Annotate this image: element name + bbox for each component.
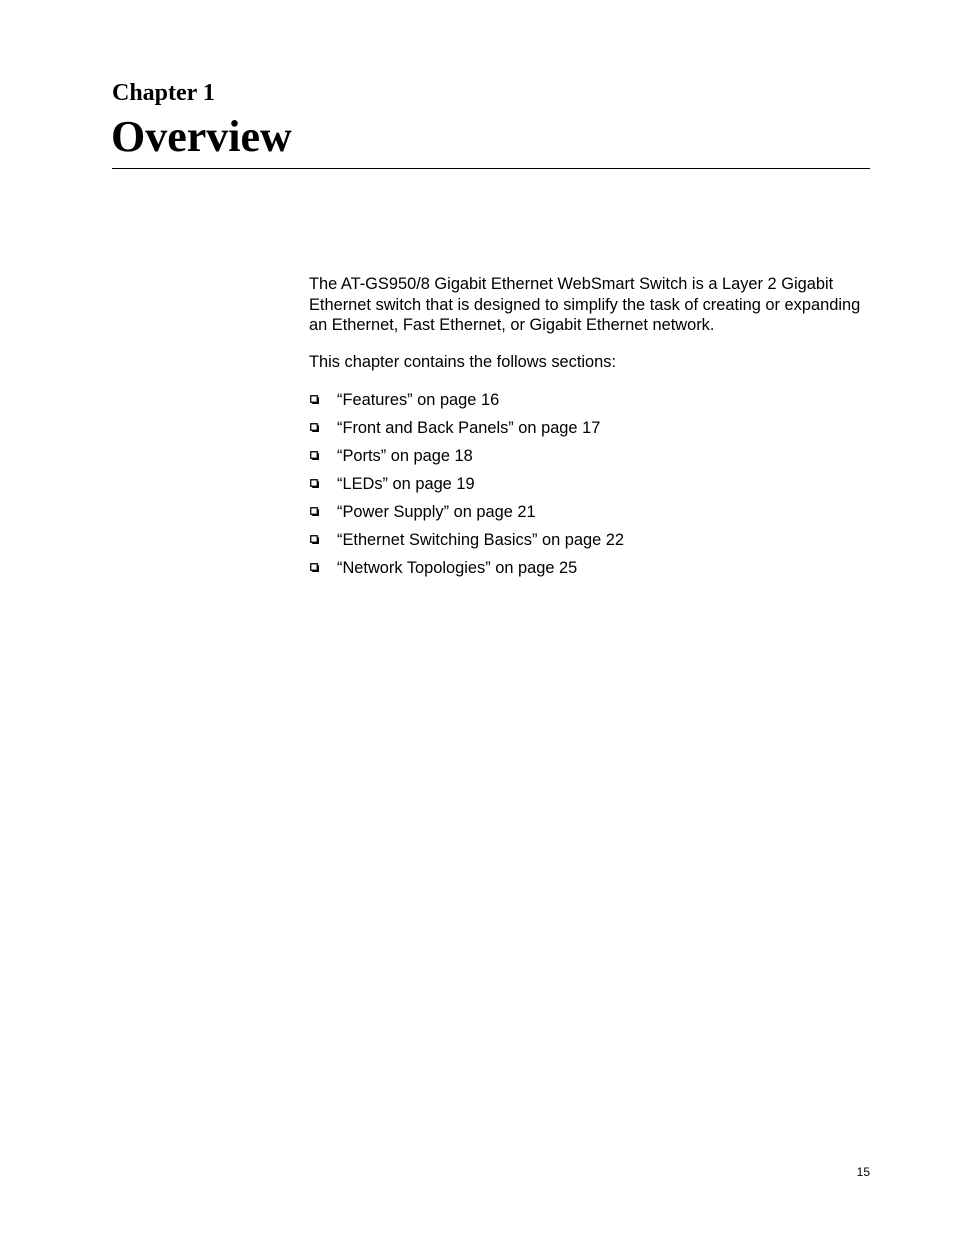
section-list-item[interactable] xyxy=(309,474,871,502)
page-number: 15 xyxy=(856,1165,870,1179)
section-list-item[interactable] xyxy=(309,446,871,474)
checkbox-square-icon xyxy=(310,451,319,460)
title-rule xyxy=(112,168,870,169)
section-link[interactable]: “Network Topologies” on page 25 xyxy=(337,559,578,577)
checkbox-square-icon xyxy=(310,395,319,404)
section-list xyxy=(309,390,871,586)
checkbox-square-icon xyxy=(310,507,319,516)
checkbox-square-icon xyxy=(310,563,319,572)
section-link[interactable]: “Power Supply” on page 21 xyxy=(337,503,536,521)
section-link[interactable]: “Features” on page 16 xyxy=(337,391,500,409)
section-list-item[interactable] xyxy=(309,502,871,530)
section-link[interactable]: “Ports” on page 18 xyxy=(337,447,473,465)
sections-intro: This chapter contains the follows sections: xyxy=(309,352,617,371)
section-list-item[interactable] xyxy=(309,558,871,586)
section-link[interactable]: “LEDs” on page 19 xyxy=(337,475,475,493)
section-list-item[interactable] xyxy=(309,530,871,558)
section-list-item[interactable] xyxy=(309,390,871,418)
chapter-title: Overview xyxy=(111,112,292,161)
intro-paragraph: The AT-GS950/8 Gigabit Ethernet WebSmart Switch is a Layer 2 Gigabit Ethernet switch that is designed to simplify the task of creating or expanding an Ethernet, Fast Ethernet, or Gigabit Ethernet network. xyxy=(309,275,861,334)
body-column xyxy=(309,274,871,586)
section-link[interactable]: “Ethernet Switching Basics” on page 22 xyxy=(337,531,624,549)
section-link[interactable]: “Front and Back Panels” on page 17 xyxy=(337,419,601,437)
checkbox-square-icon xyxy=(310,535,319,544)
checkbox-square-icon xyxy=(310,423,319,432)
chapter-label: Chapter 1 xyxy=(112,80,215,106)
section-list-item[interactable] xyxy=(309,418,871,446)
checkbox-square-icon xyxy=(310,479,319,488)
